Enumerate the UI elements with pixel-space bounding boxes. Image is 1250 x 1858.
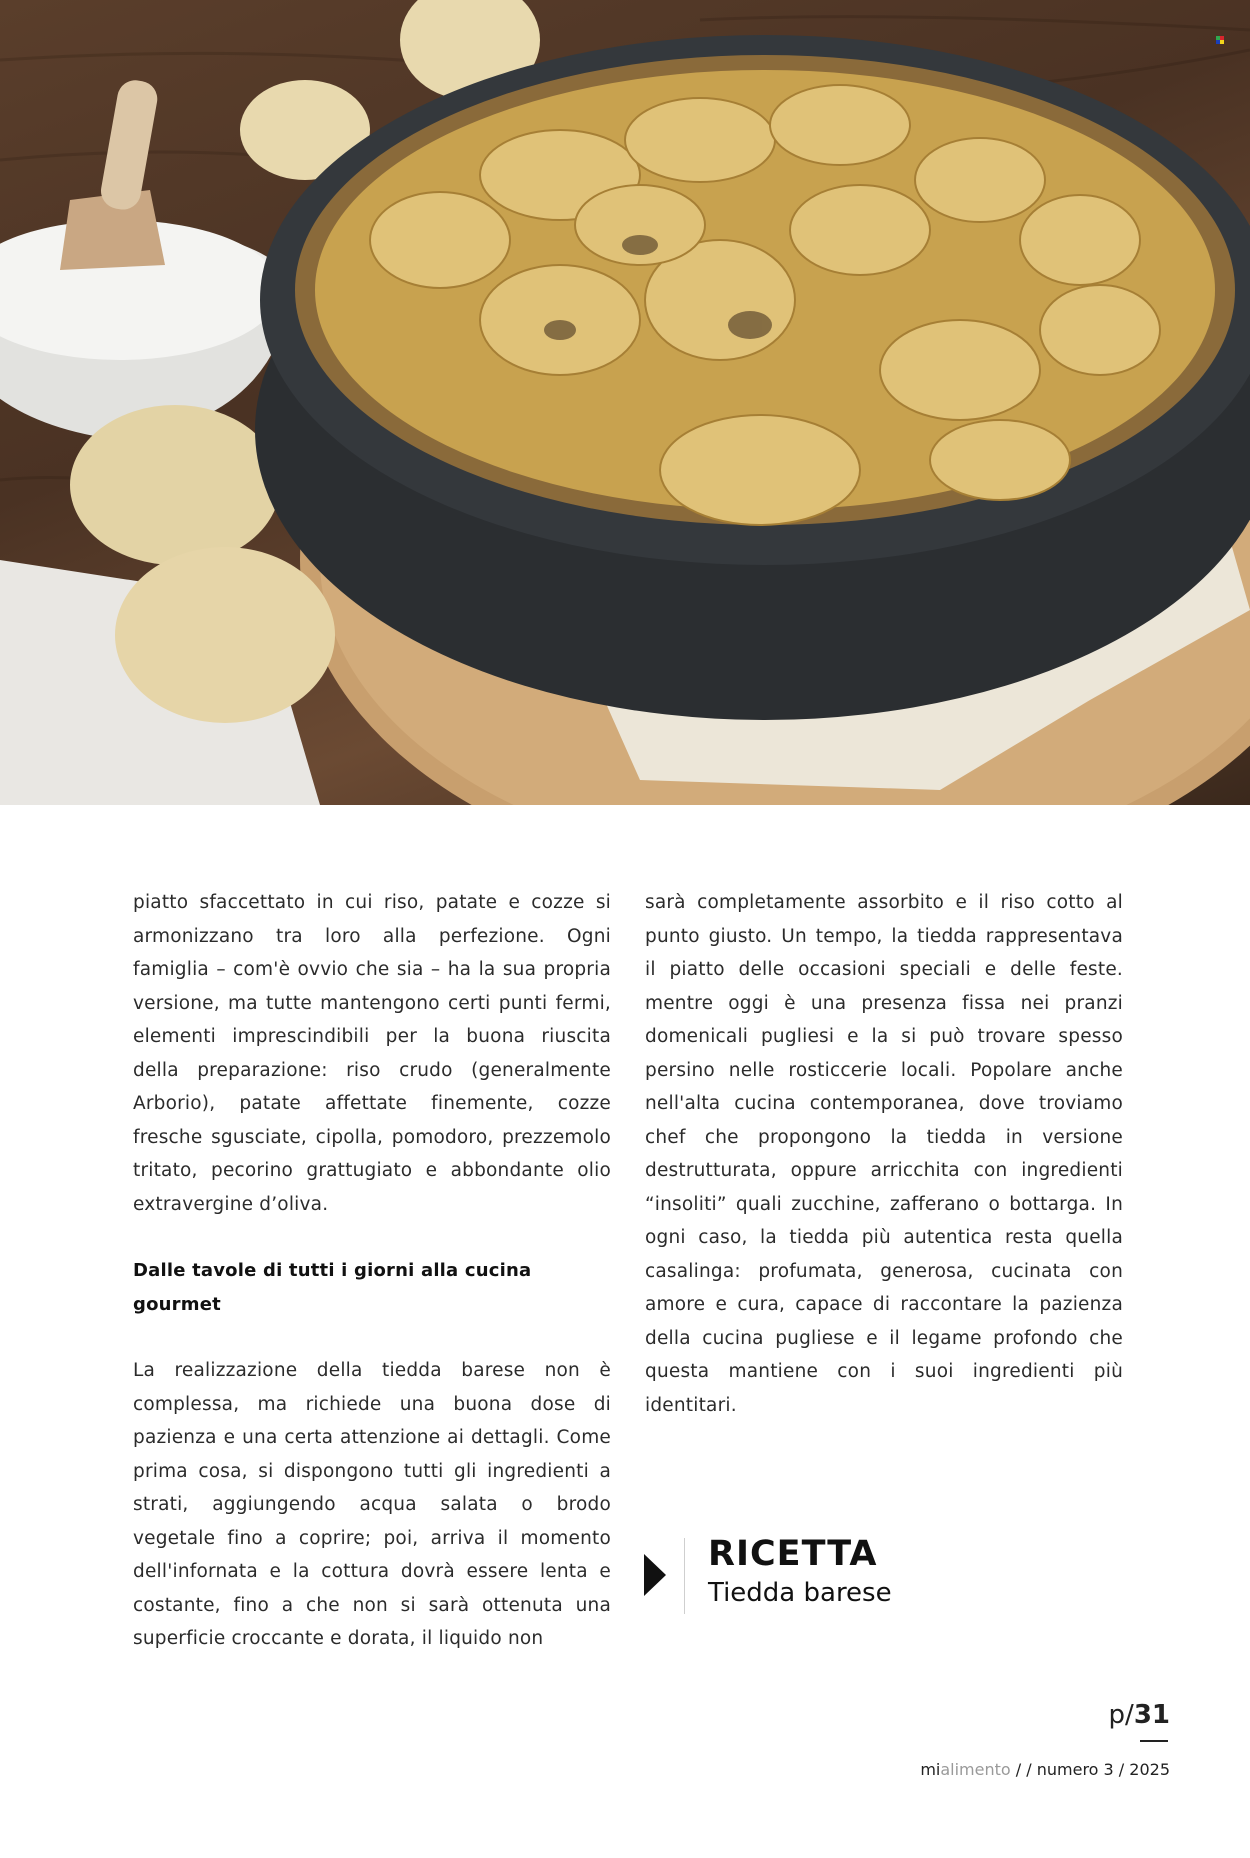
recipe-category: RICETTA	[708, 1534, 878, 1574]
tiedda-dish-illustration	[0, 0, 1250, 805]
article-paragraph: sarà completamente assorbito e il riso cotto al punto giusto. Un tempo, la tiedda rappresentava il piatto delle occasioni speciali e delle feste. mentre oggi è una presenza fissa nei pranzi domenicali pugliesi e la si può trovare spesso persino nelle rosticcerie locali. Popolare anche nell'alta cucina contemporanea, dove troviamo chef che propongono la tiedda in versione destrutturata, oppure arricchita con ingredienti “insoliti” quali zucchine, zafferano o bottarga. In ogni caso, la tiedda più autentica resta quella casalinga: profumata, generosa, cucinata con amore e cura, capace di raccontare la pazienza della cucina pugliese e il legame profondo che questa mantiene con i suoi ingredienti più identitari.	[645, 892, 1123, 1416]
issue-info: / / numero 3 / 2025	[1010, 1760, 1170, 1779]
page-number-rule	[1140, 1740, 1168, 1742]
article-paragraph: piatto sfaccettato in cui riso, patate e cozze si armonizzano tra loro alla perfezione. Ogni famiglia – com'è ovvio che sia – ha la sua propria versione, ma tutte mantengono certi punti fermi, elementi imprescindibili per la buona riuscita della preparazione: riso crudo (generalmente Arborio), patate affettate finemente, cozze fresche sgusciate, cipolla, pomodoro, prezzemolo tritato, pecorino grattugiato e abbondante olio extravergine d’oliva.	[133, 892, 611, 1215]
page-prefix: p/	[1108, 1700, 1134, 1730]
brand-mi: mi	[920, 1760, 941, 1779]
brand-alimento: alimento	[940, 1760, 1011, 1779]
recipe-name: Tiedda barese	[708, 1578, 892, 1608]
corner-logo-icon	[1216, 36, 1224, 44]
section-subheading: Dalle tavole di tutti i giorni alla cucina gourmet	[133, 1260, 532, 1315]
article-left-column	[133, 886, 611, 1656]
page-number	[1109, 1700, 1170, 1730]
play-triangle-icon	[644, 1554, 666, 1596]
divider	[684, 1538, 685, 1614]
article-right-column	[645, 886, 1123, 1422]
magazine-footer	[920, 1760, 1170, 1779]
article-paragraph: La realizzazione della tiedda barese non è complessa, ma richiede una buona dose di pazienza e una certa attenzione ai dettagli. Come prima cosa, si dispongono tutti gli ingredienti a strati, aggiungendo acqua salata o brodo vegetale fino a coprire; poi, arriva il momento dell'infornata e la cottura dovrà essere lenta e costante, fino a che non si sarà ottenuta una superficie croccante e dorata, il liquido non	[133, 1360, 611, 1649]
page-number-value: 31	[1133, 1700, 1170, 1730]
hero-photo	[0, 0, 1250, 805]
